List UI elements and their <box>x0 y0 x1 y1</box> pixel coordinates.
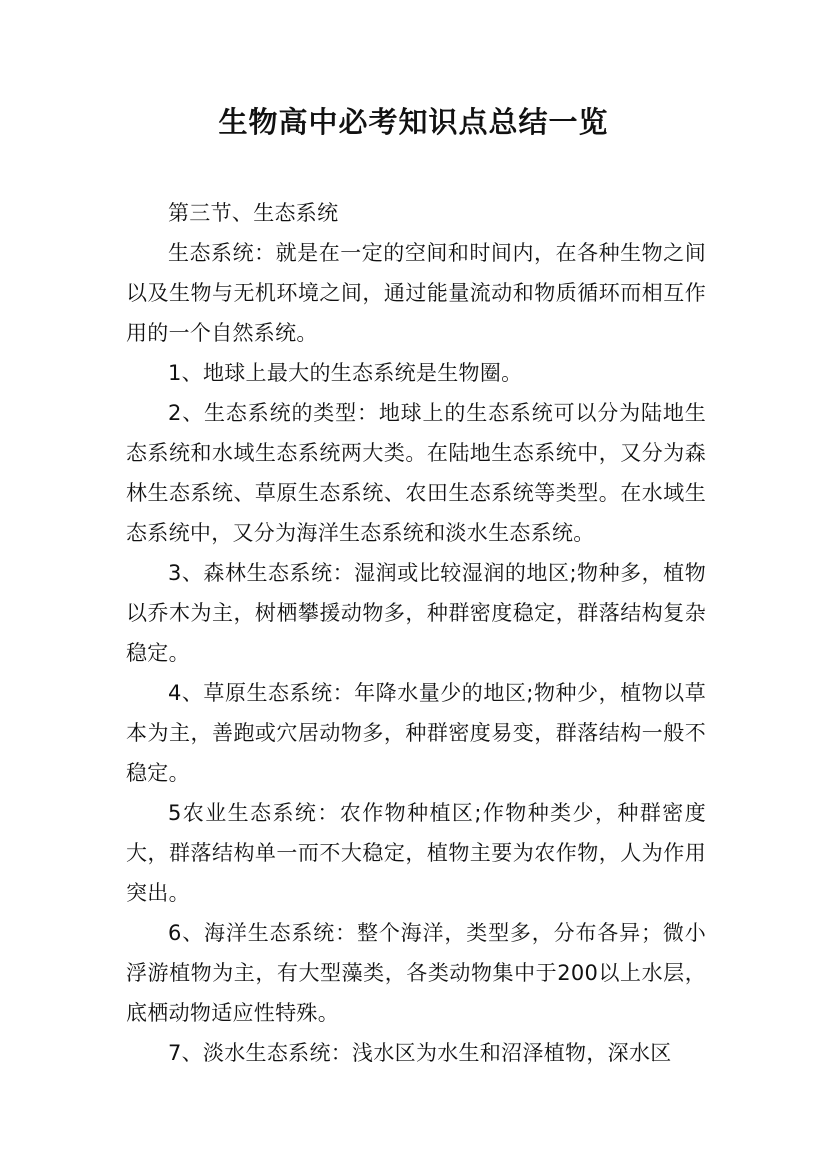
paragraph-point-4: 4、草原生态系统：年降水量少的地区;物种少，植物以草本为主，善跑或穴居动物多，种群密度易变，群落结构一般不稳定。 <box>126 681 706 785</box>
paragraph-point-5: 5农业生态系统：农作物种植区;作物种类少，种群密度大，群落结构单一而不大稳定，植物主要为农作物，人为作用突出。 <box>126 801 706 905</box>
paragraph-point-3: 3、森林生态系统：湿润或比较湿润的地区;物种多，植物以乔木为主，树栖攀援动物多，种群密度稳定，群落结构复杂稳定。 <box>126 561 706 665</box>
section-heading: 第三节、生态系统 <box>168 201 339 225</box>
document-title: 生物高中必考知识点总结一览 <box>218 105 609 139</box>
paragraph-point-6: 6、海洋生态系统：整个海洋，类型多，分布各异；微小浮游植物为主，有大型藻类，各类动物集中于200以上水层，底栖动物适应性特殊。 <box>126 921 706 1025</box>
document-body <box>126 193 706 1073</box>
paragraph-point-7: 7、淡水生态系统：浅水区为水生和沼泽植物，深水区 <box>168 1041 672 1065</box>
paragraph-point-2: 2、生态系统的类型：地球上的生态系统可以分为陆地生态系统和水域生态系统两大类。在陆地生态系统中，又分为森林生态系统、草原生态系统、农田生态系统等类型。在水域生态系统中，又分为海洋生态系统和淡水生态系统。 <box>126 401 706 545</box>
paragraph-definition: 生态系统：就是在一定的空间和时间内，在各种生物之间以及生物与无机环境之间，通过能量流动和物质循环而相互作用的一个自然系统。 <box>126 241 706 345</box>
paragraph-point-1: 1、地球上最大的生态系统是生物圈。 <box>168 361 523 385</box>
